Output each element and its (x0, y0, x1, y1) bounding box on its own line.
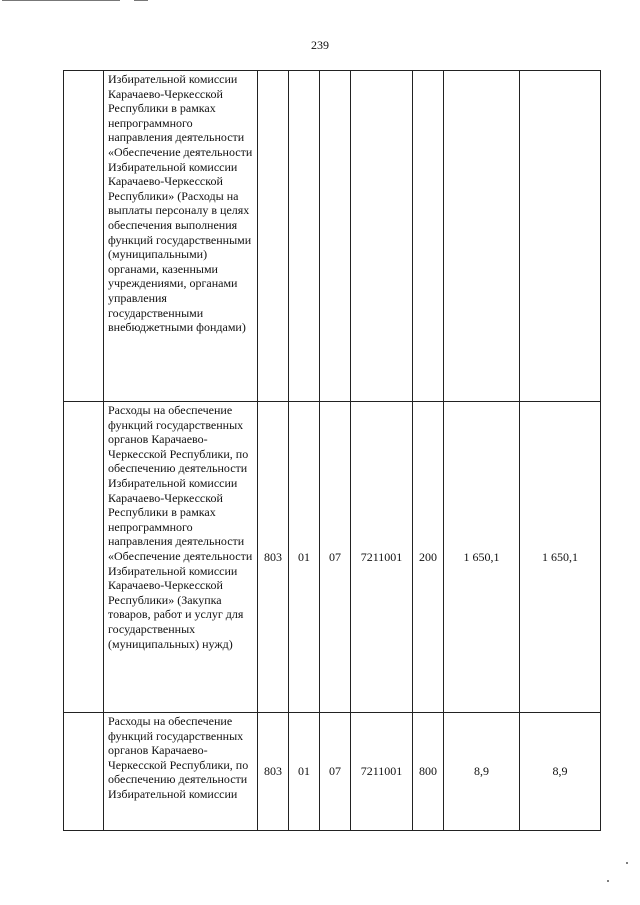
description-cell: Расходы на обеспечение функций государственных органов Карачаево-Черкесской Республики, по обеспечению деятельности Избирательной комиссии Карачаево-Черкесской Республики в рамках непрограммного направления деятельности «Обеспечение деятельности Избирательной комиссии Карачаево-Черкесской Республики» (Закупка товаров, работ и услуг для государственных (муниципальных) нужд) (104, 402, 258, 713)
description-cell: Расходы на обеспечение функций государственных органов Карачаево-Черкесской Республики, по обеспечению деятельности Избирательной комиссии (104, 713, 258, 831)
amount-cell (520, 71, 601, 402)
target-article-cell (351, 71, 413, 402)
description-cell: Избирательной комиссии Карачаево-Черкесской Республики в рамках непрограммного направления деятельности «Обеспечение деятельности Избирательной комиссии Карачаево-Черкесской Республики» (Расходы на выплаты персоналу в целях обеспечения выполнения функций государственными (муниципальными) органами, казенными учреждениями, органами управления государственными внебюджетными фондами) (104, 71, 258, 402)
page-number: 239 (311, 38, 329, 52)
target-article-cell: 7211001 (351, 402, 413, 713)
section-code-cell (289, 71, 320, 402)
section-code-cell: 01 (289, 713, 320, 831)
amount-cell: 1 650,1 (444, 402, 520, 713)
ministry-code-cell: 803 (258, 402, 289, 713)
expense-type-cell (413, 71, 444, 402)
amount-cell: 1 650,1 (520, 402, 601, 713)
table-row (64, 402, 601, 713)
subsection-code-cell: 07 (320, 402, 351, 713)
ministry-code-cell (258, 71, 289, 402)
row-number-cell (64, 713, 104, 831)
table-row (64, 71, 601, 402)
table-row (64, 713, 601, 831)
scan-speck (607, 880, 609, 882)
amount-cell: 8,9 (444, 713, 520, 831)
section-code-cell: 01 (289, 402, 320, 713)
row-number-cell (64, 402, 104, 713)
budget-table (63, 70, 601, 831)
amount-cell (444, 71, 520, 402)
expense-type-cell: 200 (413, 402, 444, 713)
amount-cell: 8,9 (520, 713, 601, 831)
scan-speck (626, 862, 628, 864)
subsection-code-cell (320, 71, 351, 402)
scan-edge-mark (134, 0, 148, 1)
row-number-cell (64, 71, 104, 402)
scan-edge-mark (2, 0, 120, 1)
subsection-code-cell: 07 (320, 713, 351, 831)
target-article-cell: 7211001 (351, 713, 413, 831)
expense-type-cell: 800 (413, 713, 444, 831)
ministry-code-cell: 803 (258, 713, 289, 831)
